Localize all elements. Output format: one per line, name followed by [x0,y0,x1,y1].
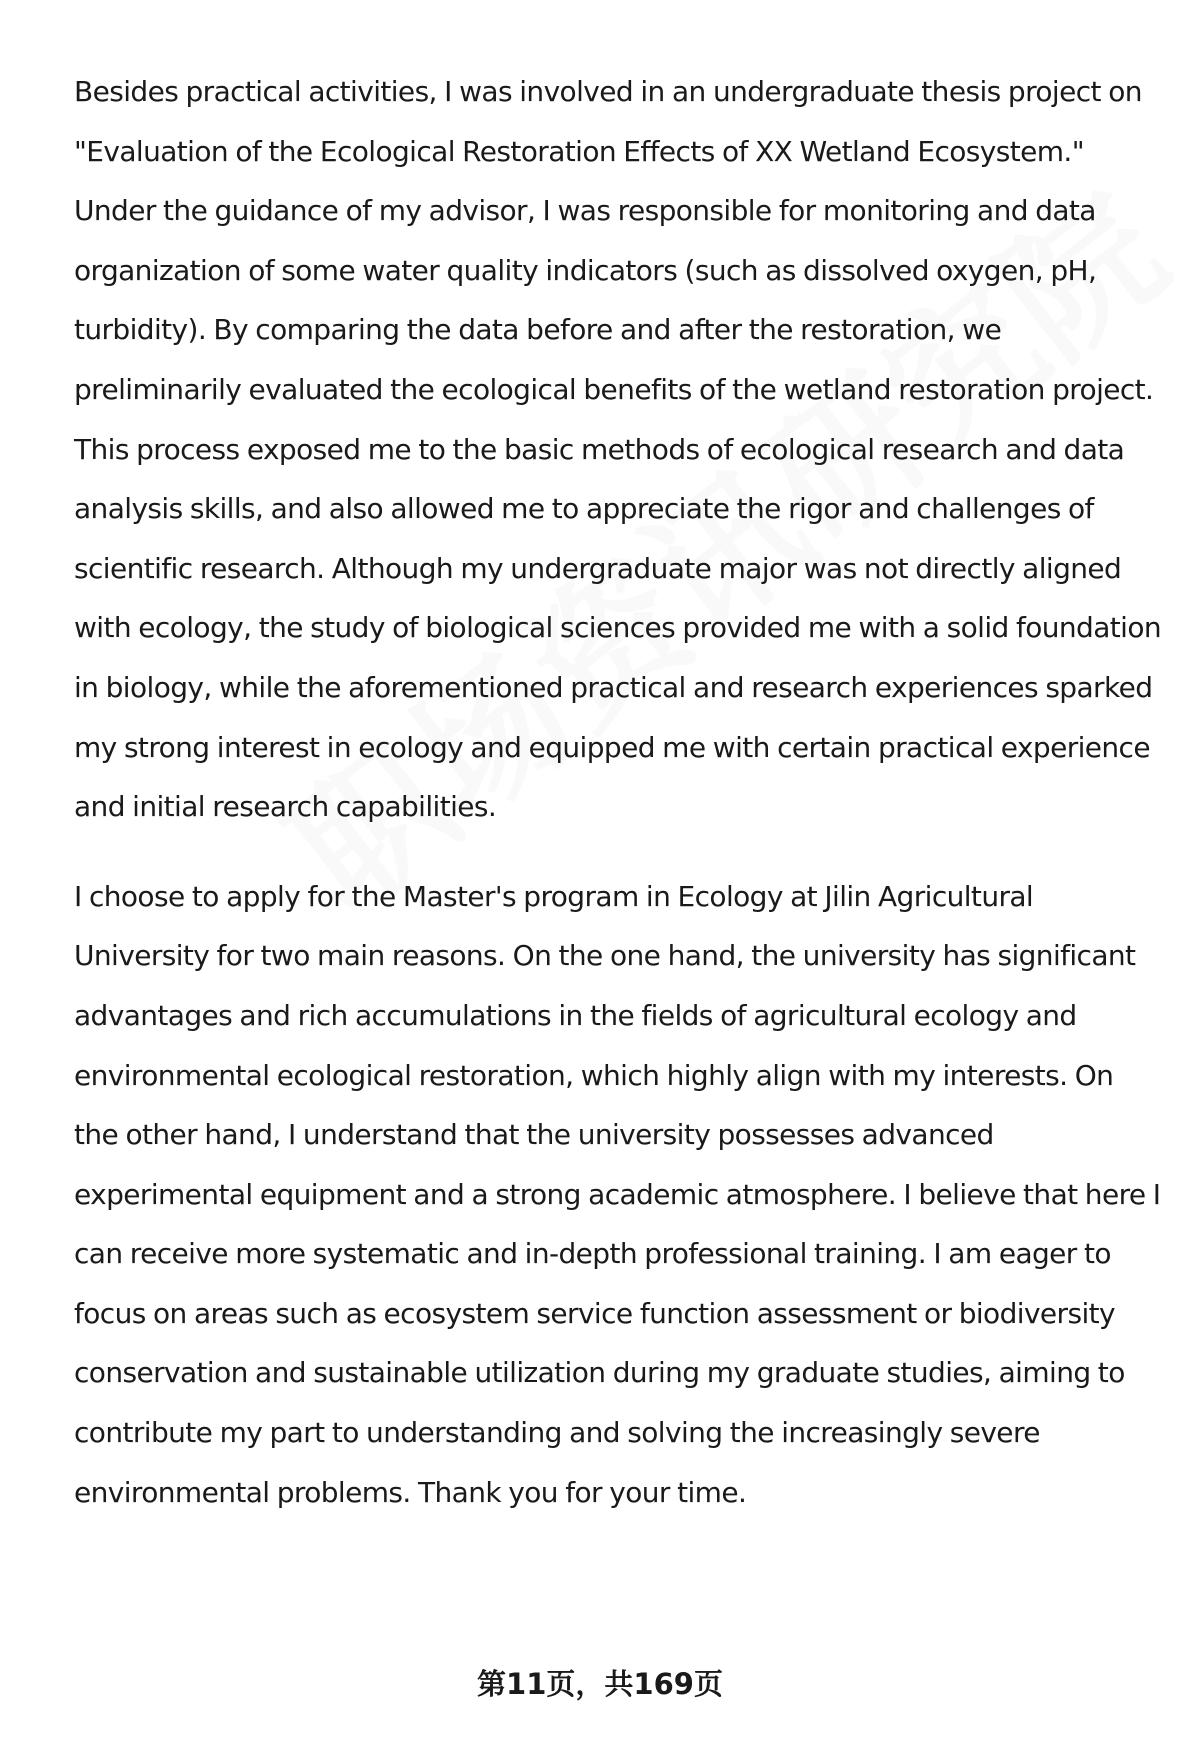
page-number-footer: 第11页，共169页 [477,1667,723,1701]
paragraph-1: Besides practical activities, I was involved in an undergraduate thesis project on "Evaluation of the Ecological Restoration Effects of XX Wetland Ecosystem." Under the guidance of my advisor, I was responsible for monitoring and data organization of some water quality indicators (such as dissolved oxygen, pH, turbidity). By comparing the data before and after the restoration, we preliminarily evaluated the ecological benefits of the wetland restoration project. This process exposed me to the basic methods of ecological research and data analysis skills, and also allowed me to appreciate the rigor and challenges of scientific research. Although my undergraduate major was not directly aligned with ecology, the study of biological sciences provided me with a solid foundation in biology, while the aforementioned practical and research experiences sparked my strong interest in ecology and equipped me with certain practical experience and initial research capabilities. [74,75,1162,824]
document-body [74,62,1164,1522]
paragraph-2: I choose to apply for the Master's program in Ecology at Jilin Agricultural University for two main reasons. On the one hand, the university has significant advantages and rich accumulations in the fields of agricultural ecology and environmental ecological restoration, which highly align with my interests. On the other hand, I understand that the university possesses advanced experimental equipment and a strong academic atmosphere. I believe that here I can receive more systematic and in-depth professional training. I am eager to focus on areas such as ecosystem service function assessment or biodiversity conservation and sustainable utilization during my graduate studies, aiming to contribute my part to understanding and solving the increasingly severe environmental problems. Thank you for your time. [74,879,1161,1509]
